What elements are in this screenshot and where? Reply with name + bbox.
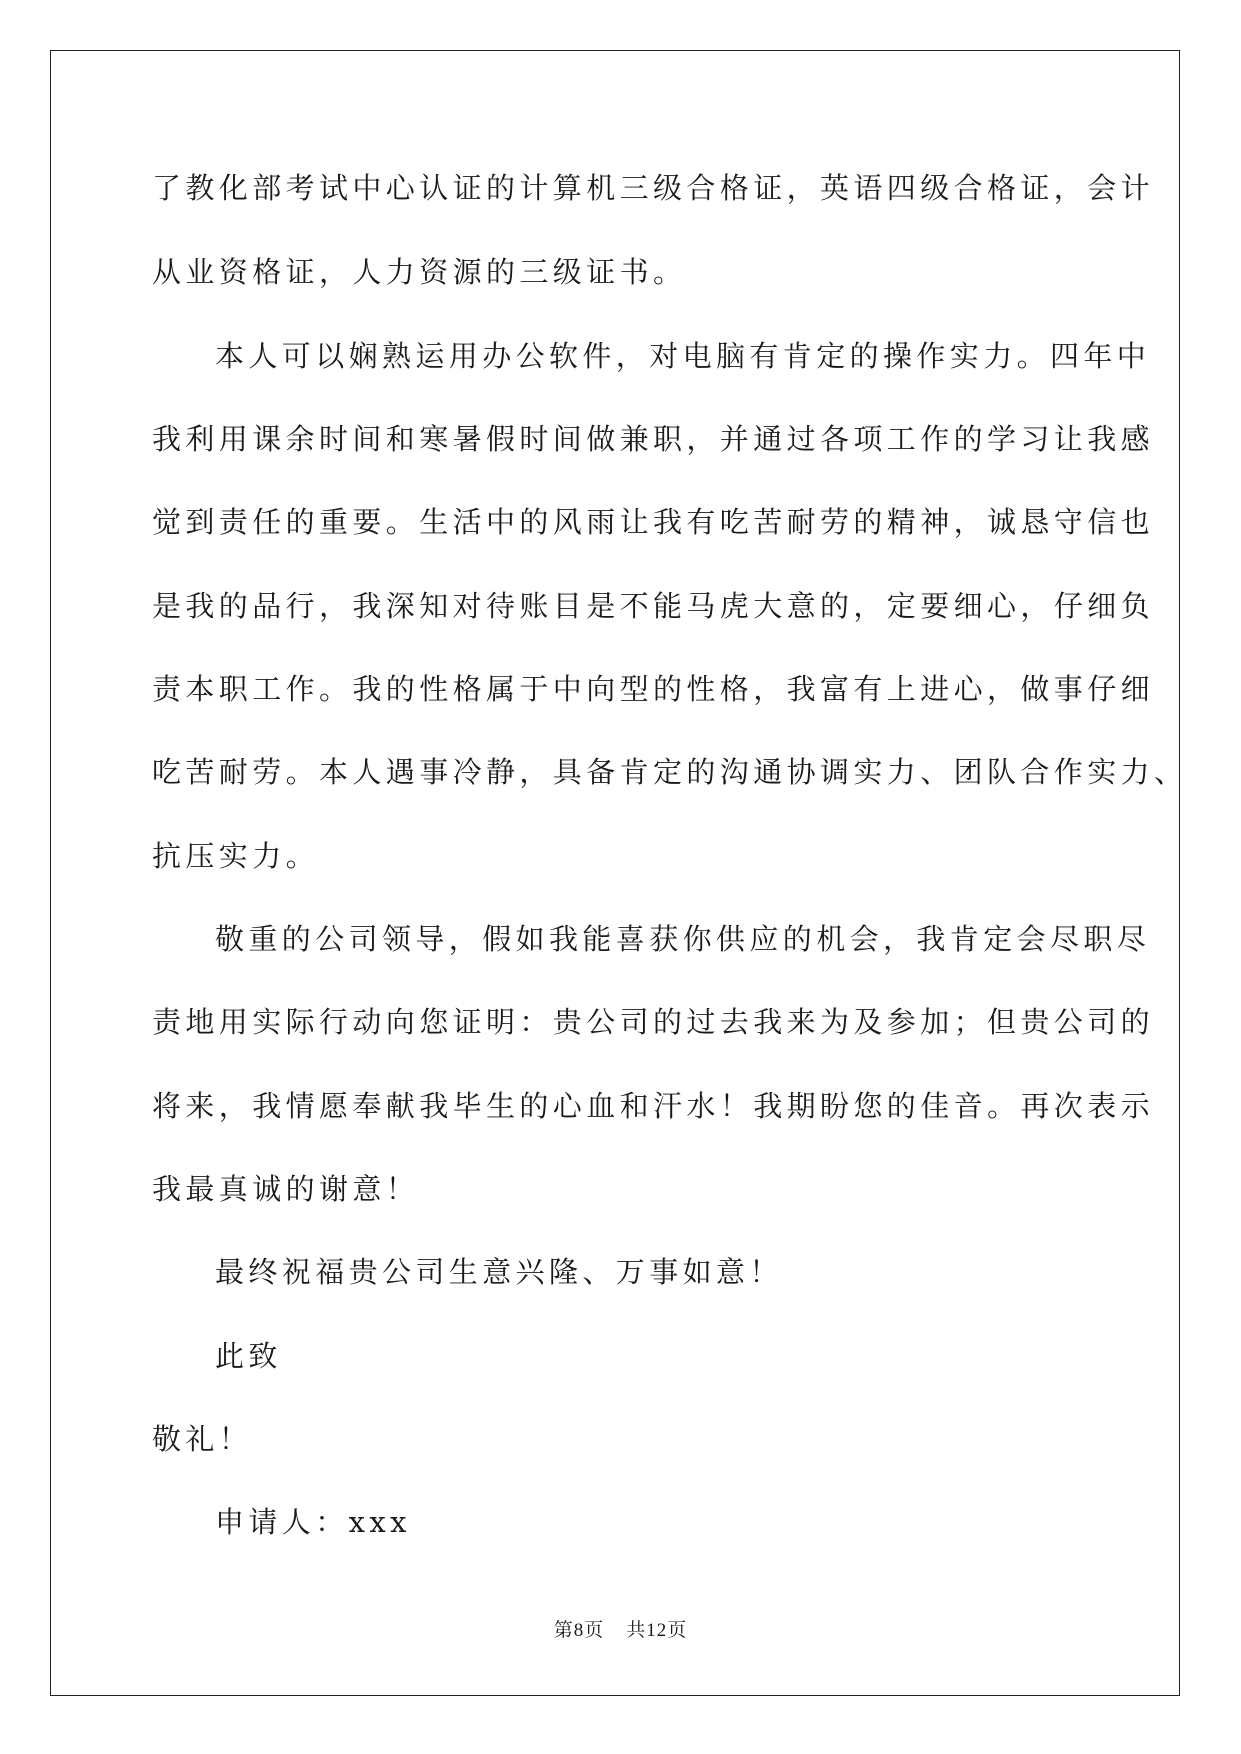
- page-number: 第8页: [553, 1620, 605, 1641]
- page-footer: [0, 1615, 1241, 1642]
- page-total: 共12页: [626, 1620, 688, 1641]
- applicant-signature: 申请人：xxx: [215, 1505, 411, 1539]
- text-line: 我最真诚的谢意！: [152, 1172, 420, 1206]
- text-line: 从业资格证，人力资源的三级证书。: [152, 255, 687, 289]
- text-line: 是我的品行，我深知对待账目是不能马虎大意的，定要细心，仔细负: [152, 589, 1155, 623]
- text-line: 吃苦耐劳。本人遇事冷静，具备肯定的沟通协调实力、团队合作实力、: [152, 755, 1188, 789]
- text-line: 觉到责任的重要。生活中的风雨让我有吃苦耐劳的精神，诚恳守信也: [152, 505, 1155, 539]
- salutation-line: 敬礼！: [152, 1422, 253, 1456]
- salutation-line: 此致: [215, 1339, 282, 1373]
- text-line: 将来，我情愿奉献我毕生的心血和汗水！我期盼您的佳音。再次表示: [152, 1089, 1155, 1123]
- closing-wish: 最终祝福贵公司生意兴隆、万事如意！: [215, 1255, 783, 1289]
- text-line: 本人可以娴熟运用办公软件，对电脑有肯定的操作实力。四年中: [215, 339, 1151, 373]
- text-line: 了教化部考试中心认证的计算机三级合格证，英语四级合格证，会计: [152, 171, 1155, 205]
- text-line: 责本职工作。我的性格属于中向型的性格，我富有上进心，做事仔细: [152, 672, 1155, 706]
- text-line: 敬重的公司领导，假如我能喜获你供应的机会，我肯定会尽职尽: [215, 922, 1151, 956]
- text-line: 我利用课余时间和寒暑假时间做兼职，并通过各项工作的学习让我感: [152, 422, 1155, 456]
- text-line: 责地用实际行动向您证明：贵公司的过去我来为及参加；但贵公司的: [152, 1005, 1155, 1039]
- text-line: 抗压实力。: [152, 839, 320, 873]
